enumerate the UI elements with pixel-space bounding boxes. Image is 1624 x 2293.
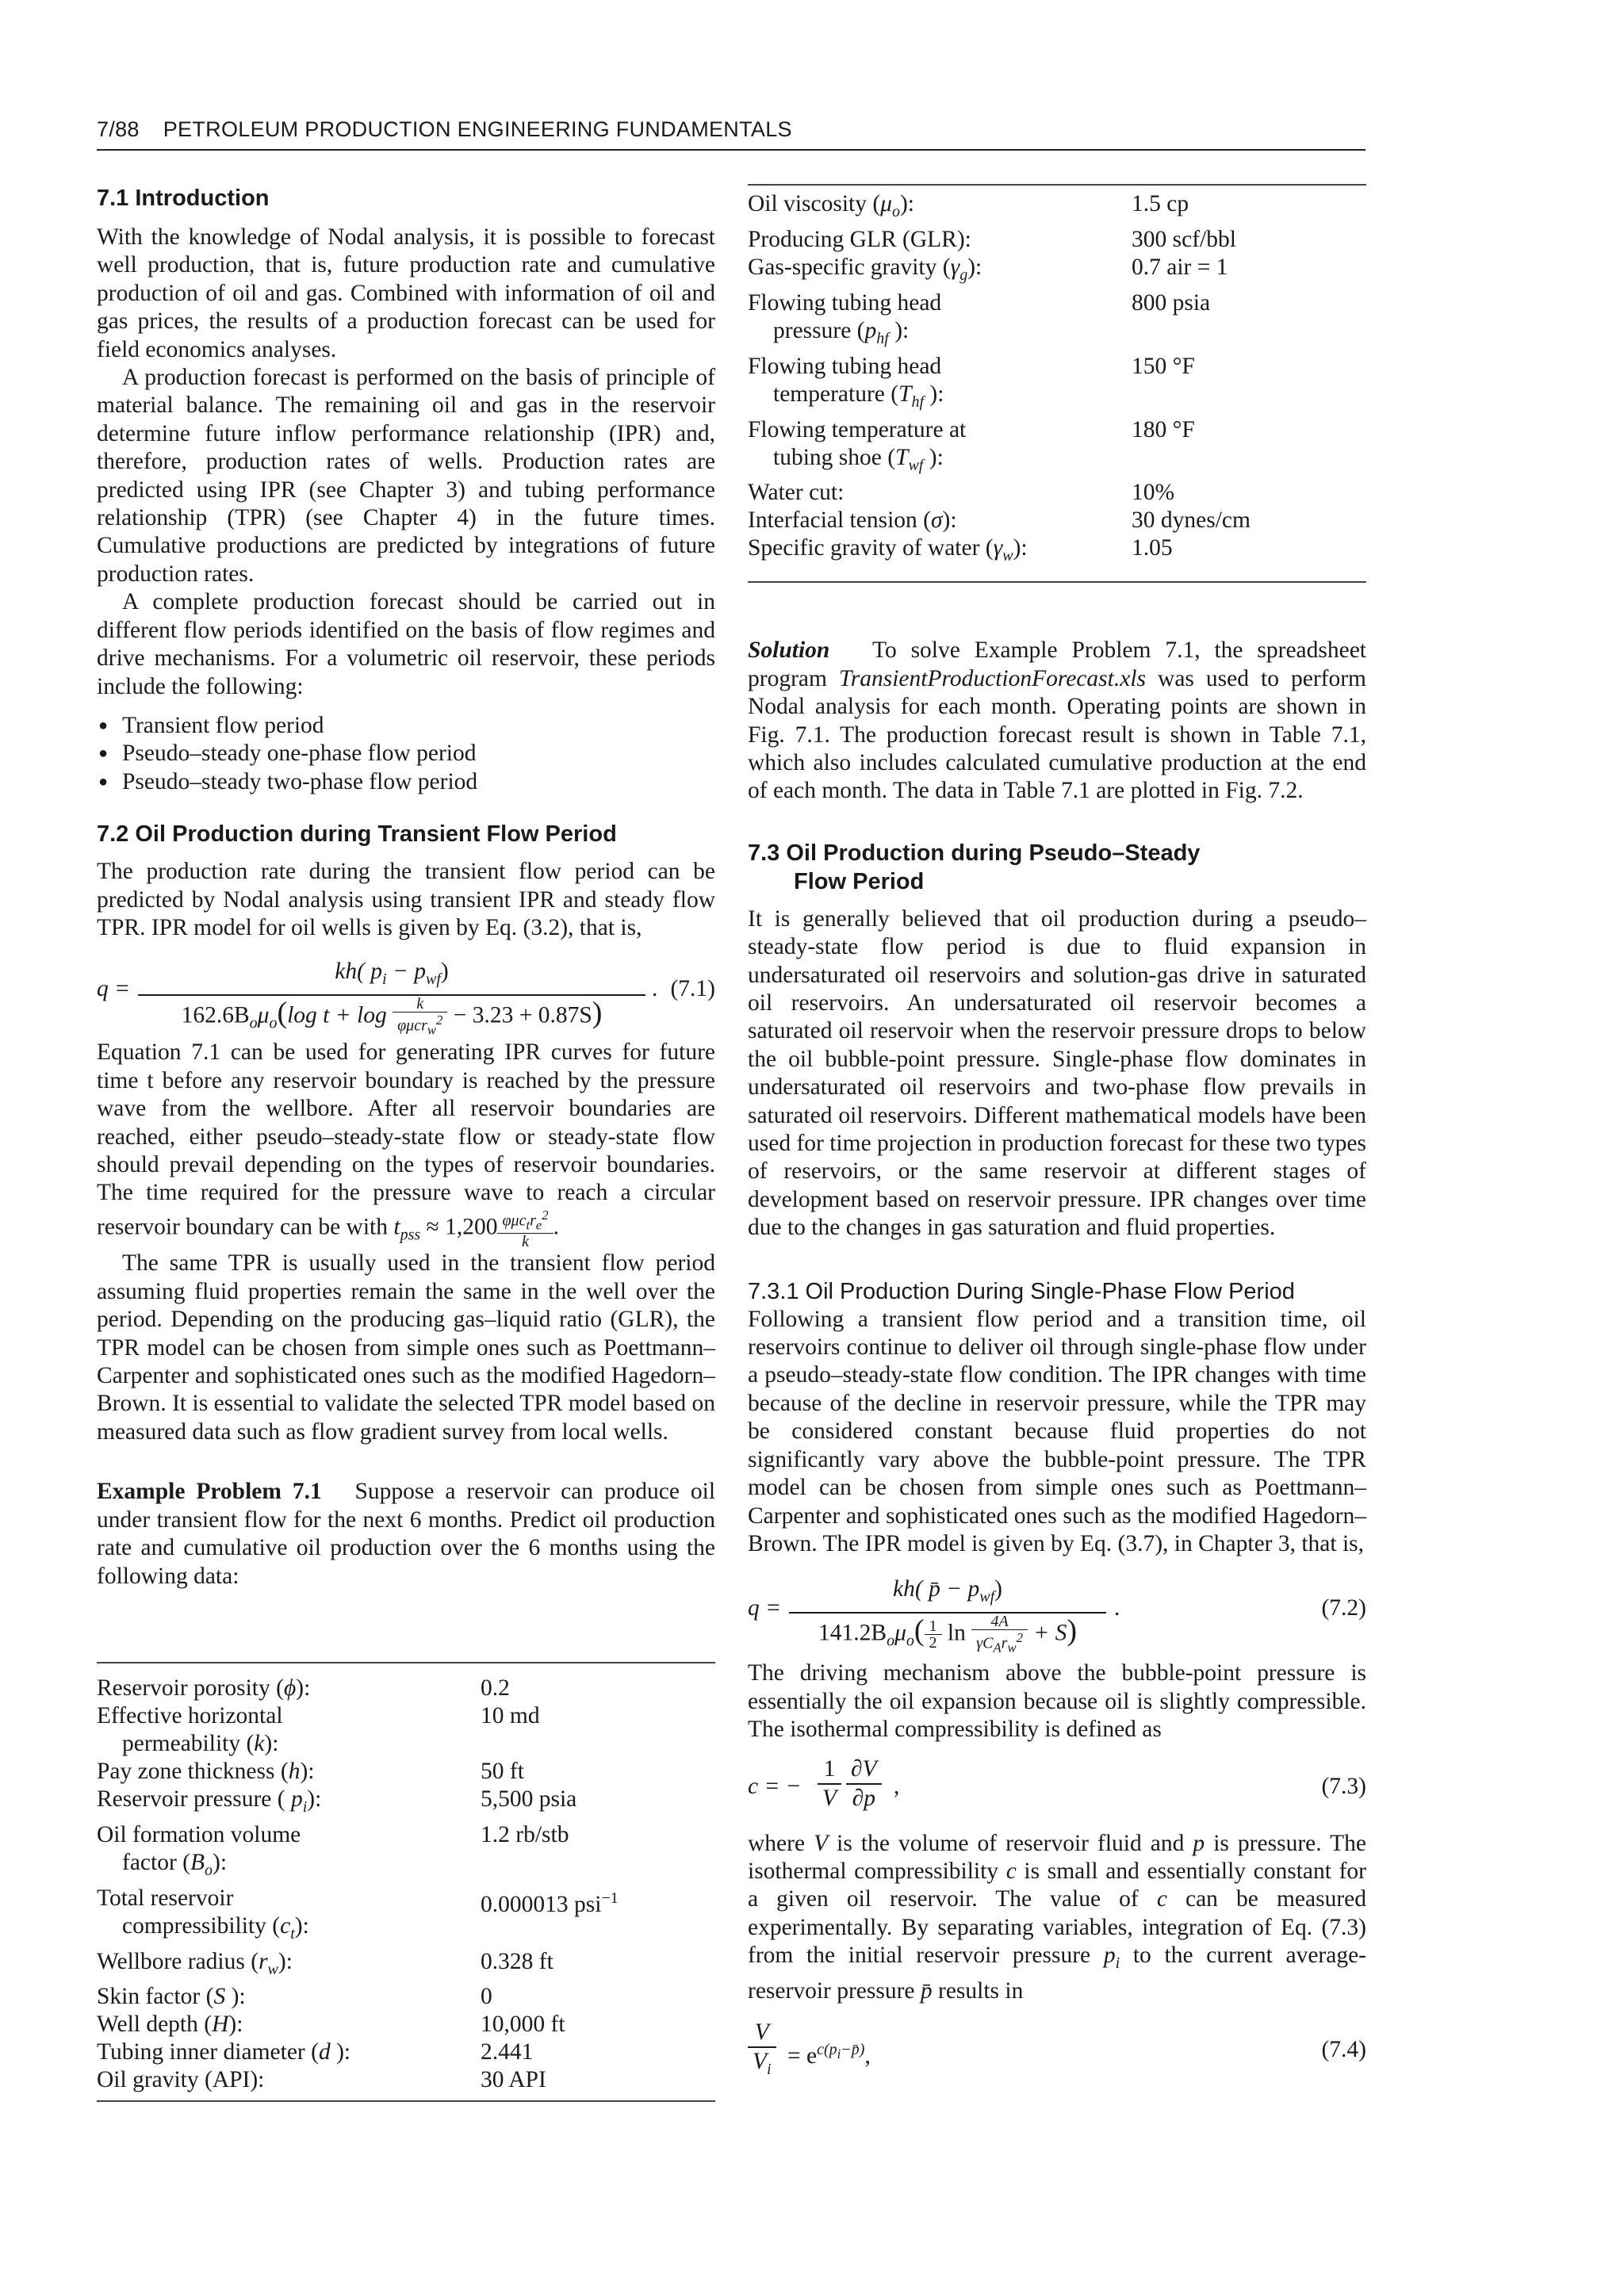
equation-7-4: $\frac{V}{V_i}$ = $e^{c(p_i-p̄)}$, (7.4)	[748, 2019, 1366, 2082]
eq-fraction: $\frac{1}{V}$	[818, 1755, 841, 1813]
eq-lhs: c = −	[748, 1773, 802, 1799]
eq-denominator: $141.2B_o\mu_o$( $\frac{1}{2}$ ln $\frac{4A}{\gamma C_Ar_w^2}$ + S)	[818, 1612, 1077, 1656]
section-7-2-title: 7.2 Oil Production during Transient Flow Period	[97, 821, 617, 848]
table-row: Effective horizontal permeability (k): 10 md	[97, 1702, 540, 1756]
page-number: 7/88	[97, 117, 140, 141]
table-row: Well depth (H): 10,000 ft	[97, 2012, 565, 2038]
table-bottom-rule	[748, 581, 1366, 583]
table-row: Gas-specific gravity $(\gamma_g)$: 0.7 air = 1	[748, 254, 1228, 284]
table-top-rule	[748, 184, 1366, 186]
paragraph: Following a transient flow period and a transition time, oil reservoirs continue to deliver oil through single-phase flow under a pseudo–steady-state flow condition. The IPR changes with time because of the decline in reservoir pressure, while the TPR may be considered constant because fluid properties do not significantly vary above the bubble-point pressure. The TPR model can be chosen from simple ones such as Poettmann–Carpenter and sophisticated ones such as the modified Hagedorn–Brown. The IPR model is given by Eq. (3.7), in Chapter 3, that is,	[748, 1306, 1366, 1556]
table-row: Reservoir porosity (ϕ): 0.2	[97, 1675, 510, 1701]
equation-7-2	[748, 1575, 1366, 1656]
eq-number: (7.4)	[1321, 2036, 1366, 2062]
left-column	[97, 184, 715, 2102]
paragraph: The production rate during the transient flow period can be predicted by Nodal analysis using transient IPR and steady flow TPR. IPR model for oil wells is given by Eq. (3.2), that is,	[97, 859, 715, 940]
table-row: Producing GLR (GLR): 300 scf/bbl	[748, 226, 1236, 252]
solution-paragraph: Solution To solve Example Problem 7.1, the spreadsheet program TransientProductionForecast.xls was used to perform Nodal analysis for each month. Operating points are shown in Fig. 7.1. The production forecast result is shown in Table 7.1, which also includes calculated cumulative production at the end of each month. The data in Table 7.1 are plotted in Fig. 7.2.	[748, 637, 1366, 804]
eq-denominator: $162.6B_o\mu_o(\log$ t + log $\frac{k}{\varphi\mu cr_w^2}$ − 3.23 + 0.87S)	[181, 994, 603, 1038]
equation-7-3: c = − $\frac{1}{V}$ $\frac{\partial V}{\partial p}$ , (7.3)	[748, 1755, 1366, 1819]
equation-7-1	[97, 958, 715, 1038]
paragraph: where V is the volume of reservoir fluid and p is pressure. The isothermal compressibility c is small and essentially constant for a given oil reservoir. The value of c can be measured experimentally. By separating variables, integration of Eq. (7.3) from the initial reservoir pressure $p_i$ to the current average-reservoir pressure p̄ results in	[748, 1830, 1366, 2004]
eq-fraction	[789, 1575, 1106, 1656]
table-bottom-rule	[97, 2100, 715, 2102]
table-row: Flowing temperature at tubing shoe ($T_{wf}$ ): 180 °F	[748, 416, 1195, 474]
paragraph: It is generally believed that oil production during a pseudo–steady-state flow period is due to fluid expansion in undersaturated oil reservoirs and solution-gas drive in saturated oil reservoirs. An undersaturated oil reservoir becomes a saturated oil reservoir when the reservoir pressure drops to below the oil bubble-point pressure. Single-phase flow dominates in undersaturated oil reservoirs and two-phase flow prevails in saturated oil reservoirs. Different mathematical models have been used for time projection in production forecast for these two types of reservoirs, or the same reservoir at different stages of development based on reservoir pressure. IPR changes over time due to the changes in gas saturation and fluid properties.	[748, 905, 1366, 1241]
section-7-1-title: 7.1 Introduction	[97, 186, 270, 211]
table-row: Water cut: 10%	[748, 480, 1175, 506]
table-row: Reservoir pressure ( $p_i$): 5,500 psia	[97, 1786, 577, 1816]
section-7-3-title: 7.3 Oil Production during Pseudo–Steady Flow Period	[748, 840, 1201, 894]
eq-fraction: $\frac{\partial V}{\partial p}$	[846, 1755, 882, 1813]
eq-number: (7.2)	[1321, 1595, 1366, 1621]
eq-number: (7.3)	[1321, 1773, 1366, 1799]
eq-number: (7.1)	[670, 976, 715, 1002]
table-top-rule	[97, 1662, 715, 1663]
eq-numerator: kh( $p_i - p_{wf}$)	[138, 958, 645, 995]
paragraph: With the knowledge of Nodal analysis, it is possible to forecast well production, that is, future production rate and cumulative production of oil and gas. Combined with information of oil and gas prices, the results of a production forecast can be used for field economics analyses.	[97, 224, 715, 362]
table-row: Interfacial tension (σ): 30 dynes/cm	[748, 507, 1251, 534]
example-problem-7-1: Example Problem 7.1 Suppose a reservoir can produce oil under transient flow for the next 6 months. Predict oil production rate and cumulative oil production over the 6 months using the following data:	[97, 1479, 716, 1589]
eq-fraction: $\frac{V}{V_i}$	[748, 2019, 776, 2084]
table-row: Oil viscosity $(\mu_o)$: 1.5 cp	[748, 191, 1189, 220]
eq-lhs: q =	[748, 1595, 782, 1621]
section-7-3-1-title: 7.3.1 Oil Production During Single-Phase Flow Period	[748, 1278, 1295, 1304]
table-row: Flowing tubing head temperature ($T_{hf}$ ): 150 °F	[748, 353, 1195, 411]
table-row: Oil formation volume factor $(B_o)$: 1.2 rb/stb	[97, 1821, 569, 1879]
table-row: Specific gravity of water $(\gamma_w)$: 1.05	[748, 535, 1173, 565]
right-column	[748, 184, 1366, 2082]
eq-lhs: q =	[97, 976, 131, 1002]
input-data-table	[97, 1675, 715, 2095]
input-data-table-continued	[748, 190, 1366, 570]
table-row: Pay zone thickness (h): 50 ft	[97, 1758, 524, 1784]
flow-period-list	[97, 712, 715, 796]
eq-period: .	[1114, 1595, 1120, 1621]
paragraph: A production forecast is performed on the basis of principle of material balance. The remaining oil and gas in the reservoir determine future inflow performance relationship (IPR) and, therefore, production rates of wells. Production rates are predicted using IPR (see Chapter 3) and tubing performance relationship (TPR) (see Chapter 4) in the future times. Cumulative productions are predicted by integrations of future production rates.	[97, 365, 715, 587]
paragraph: The same TPR is usually used in the transient flow period assuming fluid properties remain the same in the well over the period. Depending on the producing gas–liquid ratio (GLR), the TPR model can be chosen from simple ones such as Poettmann–Carpenter and sophisticated ones such as the modified Hagedorn–Brown. It is essential to validate the selected TPR model based on measured data such as flow gradient survey from local wells.	[97, 1250, 715, 1445]
list-item: ● Pseudo–steady one-phase flow period	[97, 740, 715, 768]
running-title: PETROLEUM PRODUCTION ENGINEERING FUNDAMENTALS	[163, 117, 792, 141]
eq-period: .	[652, 976, 658, 1002]
table-row: Oil gravity (API): 30 API	[97, 2067, 546, 2093]
table-row: Flowing tubing head pressure ($p_{hf}$ ): 800 psia	[748, 289, 1211, 347]
paragraph: A complete production forecast should be carried out in different flow periods identified on the basis of flow regimes and drive mechanisms. For a volumetric oil reservoir, these periods include the following:	[97, 589, 715, 699]
eq-numerator: kh( p̄ − $p_{wf}$)	[789, 1575, 1106, 1613]
running-header	[97, 117, 1365, 151]
table-row: Tubing inner diameter (d ): 2.441	[97, 2039, 534, 2065]
table-row: Total reservoir compressibility $(c_t)$: 0.000013 psi$^{-1}$	[97, 1885, 619, 1943]
table-row: Wellbore radius $(r_w)$: 0.328 ft	[97, 1948, 553, 1978]
eq-fraction	[138, 958, 645, 1038]
paragraph: The driving mechanism above the bubble-point pressure is essentially the oil expansion because oil is slightly compressible. The isothermal compressibility is defined as	[748, 1660, 1366, 1743]
list-item: ● Pseudo–steady two-phase flow period	[97, 768, 715, 796]
paragraph: Equation 7.1 can be used for generating IPR curves for future time t before any reservoir boundary is reached by the pressure wave from the wellbore. After all reservoir boundaries are reached, either pseudo–steady-state flow or steady-state flow should prevail depending on the types of reservoir boundaries. The time required for the pressure wave to reach a circular reservoir boundary can be with $t_{pss} \approx 1,200$ $\frac{\varphi\mu c_tr_e^2}{k}$ .	[97, 1039, 715, 1251]
list-item: ● Transient flow period	[97, 712, 715, 740]
header-rule	[97, 149, 1365, 151]
table-row: Skin factor (S ): 0	[97, 1984, 492, 2010]
